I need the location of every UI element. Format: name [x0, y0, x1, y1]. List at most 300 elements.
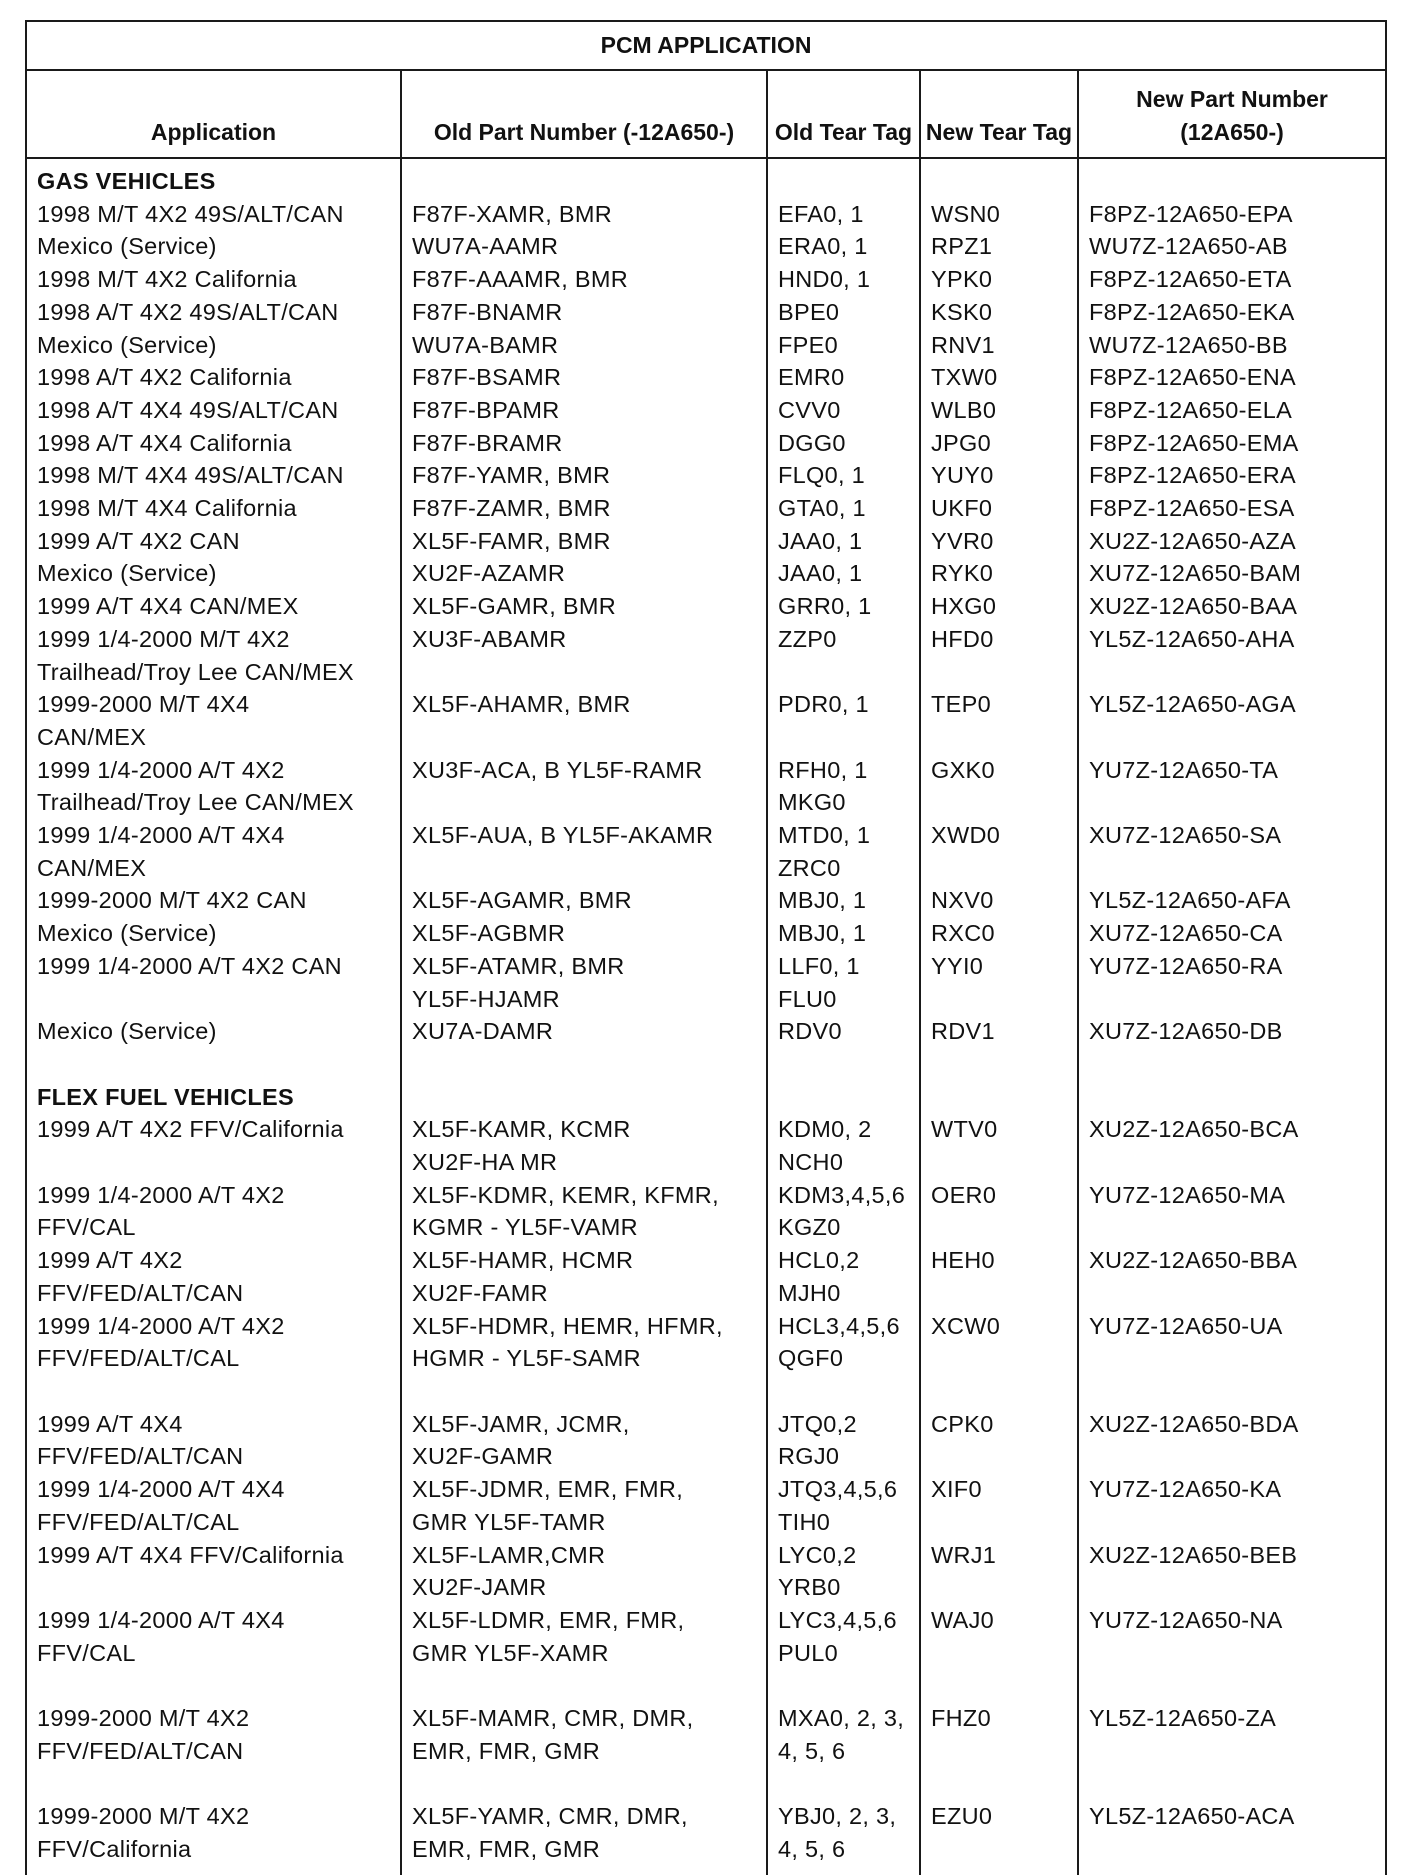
new-tear-tag-cell: YPK0: [920, 263, 1078, 296]
table-row: [26, 230, 1386, 263]
table-row: [26, 623, 1386, 656]
table-row: [26, 917, 1386, 950]
old-tear-tag-cell: TIH0: [767, 1506, 920, 1539]
old-tear-tag-cell: GRR0, 1: [767, 590, 920, 623]
application-cell: 1999-2000 M/T 4X4: [26, 688, 401, 721]
table-row: [26, 1702, 1386, 1735]
empty-cell: [920, 158, 1078, 198]
old-tear-tag-cell: MBJ0, 1: [767, 917, 920, 950]
old-part-number-cell: XU2F-GAMR: [401, 1440, 767, 1473]
column-header-new-tear-tag: New Tear Tag: [920, 70, 1078, 158]
empty-cell: [920, 1375, 1078, 1408]
table-row: [26, 1833, 1386, 1875]
new-part-number-cell: [1078, 1440, 1386, 1473]
new-part-number-cell: F8PZ-12A650-ETA: [1078, 263, 1386, 296]
old-part-number-cell: XL5F-FAMR, BMR: [401, 525, 767, 558]
old-tear-tag-cell: JTQ0,2: [767, 1408, 920, 1441]
new-part-number-cell: YU7Z-12A650-UA: [1078, 1310, 1386, 1343]
new-tear-tag-cell: [920, 983, 1078, 1016]
new-part-number-cell: XU7Z-12A650-DB: [1078, 1015, 1386, 1048]
application-cell: 1998 M/T 4X4 California: [26, 492, 401, 525]
table-row: [26, 688, 1386, 721]
application-cell: 1998 A/T 4X2 49S/ALT/CAN: [26, 296, 401, 329]
table-row: [26, 198, 1386, 231]
new-part-number-cell: YL5Z-12A650-ZA: [1078, 1702, 1386, 1735]
old-part-number-cell: GMR YL5F-TAMR: [401, 1506, 767, 1539]
new-tear-tag-cell: UKF0: [920, 492, 1078, 525]
table-row: [26, 852, 1386, 885]
new-part-number-cell: YL5Z-12A650-AHA: [1078, 623, 1386, 656]
empty-cell: [767, 1669, 920, 1702]
new-tear-tag-cell: [920, 1571, 1078, 1604]
old-tear-tag-cell: MJH0: [767, 1277, 920, 1310]
empty-cell: [1078, 1375, 1386, 1408]
application-cell: CAN/MEX: [26, 721, 401, 754]
old-part-number-cell: F87F-ZAMR, BMR: [401, 492, 767, 525]
old-tear-tag-cell: ZZP0: [767, 623, 920, 656]
old-part-number-cell: XL5F-LDMR, EMR, FMR,: [401, 1604, 767, 1637]
new-part-number-cell: YL5Z-12A650-AFA: [1078, 884, 1386, 917]
old-tear-tag-cell: JAA0, 1: [767, 525, 920, 558]
new-tear-tag-cell: [920, 1735, 1078, 1768]
old-part-number-cell: XU7A-DAMR: [401, 1015, 767, 1048]
application-cell: 1999 1/4-2000 A/T 4X4: [26, 1473, 401, 1506]
new-part-number-cell: [1078, 1342, 1386, 1375]
old-tear-tag-cell: ERA0, 1: [767, 230, 920, 263]
pcm-application-table: [25, 20, 1387, 1875]
application-cell: Mexico (Service): [26, 329, 401, 362]
new-part-number-cell: [1078, 1277, 1386, 1310]
table-row: [26, 656, 1386, 689]
old-part-number-cell: [401, 656, 767, 689]
old-tear-tag-cell: ZRC0: [767, 852, 920, 885]
new-part-number-cell: YL5Z-12A650-ACA: [1078, 1800, 1386, 1833]
new-part-number-cell: [1078, 1211, 1386, 1244]
new-tear-tag-cell: [920, 1277, 1078, 1310]
old-tear-tag-cell: CVV0: [767, 394, 920, 427]
table-row: [26, 950, 1386, 983]
new-tear-tag-cell: [920, 1146, 1078, 1179]
table-row: [26, 1277, 1386, 1310]
table-row: [26, 427, 1386, 460]
new-part-number-cell: XU2Z-12A650-BBA: [1078, 1244, 1386, 1277]
empty-cell: [1078, 1081, 1386, 1114]
new-tear-tag-cell: EZU0: [920, 1800, 1078, 1833]
old-part-number-cell: EMR, FMR, GMR: [401, 1735, 767, 1768]
old-part-number-cell: F87F-BNAMR: [401, 296, 767, 329]
table-row: [26, 296, 1386, 329]
application-cell: 1999-2000 M/T 4X2 CAN: [26, 884, 401, 917]
table-row: [26, 1015, 1386, 1048]
old-part-number-cell: XL5F-AGAMR, BMR: [401, 884, 767, 917]
application-cell: 1999-2000 M/T 4X2: [26, 1702, 401, 1735]
new-part-number-cell: [1078, 786, 1386, 819]
old-tear-tag-cell: BPE0: [767, 296, 920, 329]
application-cell: Mexico (Service): [26, 230, 401, 263]
empty-cell: [26, 1048, 401, 1081]
spacer-row: [26, 1048, 1386, 1081]
application-cell: 1999 A/T 4X2: [26, 1244, 401, 1277]
new-part-number-cell: YU7Z-12A650-RA: [1078, 950, 1386, 983]
old-tear-tag-cell: EMR0: [767, 361, 920, 394]
old-part-number-cell: XU2F-AZAMR: [401, 557, 767, 590]
column-header-old-tear-tag: Old Tear Tag: [767, 70, 920, 158]
old-tear-tag-cell: FPE0: [767, 329, 920, 362]
spacer-row: [26, 1375, 1386, 1408]
application-cell: 1999 1/4-2000 A/T 4X4: [26, 1604, 401, 1637]
table-row: [26, 1604, 1386, 1637]
old-part-number-cell: F87F-AAAMR, BMR: [401, 263, 767, 296]
old-tear-tag-cell: HCL3,4,5,6: [767, 1310, 920, 1343]
new-part-number-cell: F8PZ-12A650-ENA: [1078, 361, 1386, 394]
new-tear-tag-cell: CPK0: [920, 1408, 1078, 1441]
column-header-old-part-number: Old Part Number (-12A650-): [401, 70, 767, 158]
section-row: [26, 158, 1386, 198]
new-part-number-cell: XU7Z-12A650-BAM: [1078, 557, 1386, 590]
table-row: [26, 329, 1386, 362]
old-tear-tag-cell: PUL0: [767, 1637, 920, 1670]
new-tear-tag-cell: WTV0: [920, 1113, 1078, 1146]
new-tear-tag-cell: XCW0: [920, 1310, 1078, 1343]
empty-cell: [401, 1669, 767, 1702]
new-tear-tag-cell: RYK0: [920, 557, 1078, 590]
table-row: [26, 557, 1386, 590]
table-row: [26, 721, 1386, 754]
application-cell: [26, 983, 401, 1016]
table-row: [26, 1506, 1386, 1539]
table-row: [26, 1473, 1386, 1506]
application-cell: 1999 1/4-2000 A/T 4X2: [26, 1179, 401, 1212]
new-tear-tag-cell: WSN0: [920, 198, 1078, 231]
old-part-number-cell: XL5F-HDMR, HEMR, HFMR,: [401, 1310, 767, 1343]
old-part-number-cell: XU2F-HA MR: [401, 1146, 767, 1179]
application-cell: 1999 A/T 4X2 FFV/California: [26, 1113, 401, 1146]
table-row: [26, 1800, 1386, 1833]
application-cell: Trailhead/Troy Lee CAN/MEX: [26, 656, 401, 689]
old-tear-tag-cell: LLF0, 1: [767, 950, 920, 983]
new-tear-tag-cell: OER0: [920, 1179, 1078, 1212]
old-part-number-cell: XL5F-LAMR,CMR: [401, 1539, 767, 1572]
old-part-number-cell: F87F-XAMR, BMR: [401, 198, 767, 231]
application-cell: FFV/FED/ALT/CAN: [26, 1440, 401, 1473]
column-header-new-part-number: New Part Number (12A650-): [1078, 70, 1386, 158]
old-part-number-cell: XL5F-AUA, B YL5F-AKAMR: [401, 819, 767, 852]
new-tear-tag-cell: [920, 656, 1078, 689]
new-part-number-cell: [1078, 1571, 1386, 1604]
application-cell: 1999 1/4-2000 M/T 4X2: [26, 623, 401, 656]
old-tear-tag-cell: PDR0, 1: [767, 688, 920, 721]
empty-cell: [401, 1048, 767, 1081]
application-cell: FFV/California: [26, 1833, 401, 1875]
new-tear-tag-cell: [920, 1211, 1078, 1244]
application-cell: Trailhead/Troy Lee CAN/MEX: [26, 786, 401, 819]
table-row: [26, 1571, 1386, 1604]
old-part-number-cell: F87F-YAMR, BMR: [401, 459, 767, 492]
application-cell: 1999 A/T 4X2 CAN: [26, 525, 401, 558]
application-cell: 1998 M/T 4X2 California: [26, 263, 401, 296]
table-row: [26, 1735, 1386, 1768]
old-tear-tag-cell: MTD0, 1: [767, 819, 920, 852]
new-tear-tag-cell: WAJ0: [920, 1604, 1078, 1637]
new-tear-tag-cell: [920, 786, 1078, 819]
application-cell: FFV/CAL: [26, 1211, 401, 1244]
application-cell: Mexico (Service): [26, 917, 401, 950]
spacer-row: [26, 1669, 1386, 1702]
old-tear-tag-cell: [767, 656, 920, 689]
table-row: [26, 1440, 1386, 1473]
application-cell: Mexico (Service): [26, 557, 401, 590]
old-part-number-cell: WU7A-AAMR: [401, 230, 767, 263]
new-part-number-cell: F8PZ-12A650-EKA: [1078, 296, 1386, 329]
empty-cell: [767, 1081, 920, 1114]
new-tear-tag-cell: [920, 1833, 1078, 1875]
new-tear-tag-cell: YUY0: [920, 459, 1078, 492]
table-row: [26, 1211, 1386, 1244]
new-part-number-cell: [1078, 1506, 1386, 1539]
table-row: [26, 459, 1386, 492]
old-part-number-cell: XU2F-FAMR: [401, 1277, 767, 1310]
old-part-number-cell: YL5F-HJAMR: [401, 983, 767, 1016]
old-part-number-cell: F87F-BPAMR: [401, 394, 767, 427]
application-cell: 1999 1/4-2000 A/T 4X2 CAN: [26, 950, 401, 983]
application-cell: FFV/FED/ALT/CAL: [26, 1342, 401, 1375]
new-part-number-cell: YU7Z-12A650-KA: [1078, 1473, 1386, 1506]
new-part-number-cell: XU2Z-12A650-BAA: [1078, 590, 1386, 623]
new-tear-tag-cell: XWD0: [920, 819, 1078, 852]
old-tear-tag-cell: KDM0, 2: [767, 1113, 920, 1146]
old-tear-tag-cell: LYC3,4,5,6: [767, 1604, 920, 1637]
old-part-number-cell: EMR, FMR, GMR: [401, 1833, 767, 1875]
new-part-number-cell: F8PZ-12A650-ELA: [1078, 394, 1386, 427]
table-row: [26, 1146, 1386, 1179]
new-tear-tag-cell: [920, 1637, 1078, 1670]
old-part-number-cell: XL5F-ATAMR, BMR: [401, 950, 767, 983]
old-tear-tag-cell: MBJ0, 1: [767, 884, 920, 917]
new-part-number-cell: XU2Z-12A650-AZA: [1078, 525, 1386, 558]
old-tear-tag-cell: JAA0, 1: [767, 557, 920, 590]
application-cell: [26, 1571, 401, 1604]
old-part-number-cell: GMR YL5F-XAMR: [401, 1637, 767, 1670]
old-tear-tag-cell: HCL0,2: [767, 1244, 920, 1277]
new-tear-tag-cell: RNV1: [920, 329, 1078, 362]
old-part-number-cell: HGMR - YL5F-SAMR: [401, 1342, 767, 1375]
application-cell: 1999 A/T 4X4 CAN/MEX: [26, 590, 401, 623]
new-tear-tag-cell: KSK0: [920, 296, 1078, 329]
table-row: [26, 361, 1386, 394]
table-row: [26, 263, 1386, 296]
empty-cell: [26, 1375, 401, 1408]
table-body: [26, 158, 1386, 1875]
new-part-number-cell: XU2Z-12A650-BCA: [1078, 1113, 1386, 1146]
empty-cell: [920, 1767, 1078, 1800]
empty-cell: [767, 1767, 920, 1800]
new-tear-tag-cell: [920, 1506, 1078, 1539]
table-row: [26, 492, 1386, 525]
empty-cell: [26, 1767, 401, 1800]
table-row: [26, 590, 1386, 623]
new-tear-tag-cell: WLB0: [920, 394, 1078, 427]
table-row: [26, 786, 1386, 819]
old-tear-tag-cell: RDV0: [767, 1015, 920, 1048]
new-part-number-cell: YU7Z-12A650-NA: [1078, 1604, 1386, 1637]
new-tear-tag-cell: [920, 852, 1078, 885]
new-part-number-cell: [1078, 983, 1386, 1016]
empty-cell: [1078, 1048, 1386, 1081]
new-part-number-cell: XU2Z-12A650-BDA: [1078, 1408, 1386, 1441]
empty-cell: [1078, 1767, 1386, 1800]
empty-cell: [767, 1048, 920, 1081]
application-cell: 1999 1/4-2000 A/T 4X2: [26, 1310, 401, 1343]
application-cell: 1998 M/T 4X2 49S/ALT/CAN: [26, 198, 401, 231]
table-row: [26, 1179, 1386, 1212]
old-part-number-cell: [401, 852, 767, 885]
old-part-number-cell: XL5F-KAMR, KCMR: [401, 1113, 767, 1146]
empty-cell: [401, 158, 767, 198]
old-tear-tag-cell: 4, 5, 6: [767, 1735, 920, 1768]
old-tear-tag-cell: MKG0: [767, 786, 920, 819]
new-part-number-cell: [1078, 852, 1386, 885]
application-cell: 1999 A/T 4X4: [26, 1408, 401, 1441]
old-tear-tag-cell: LYC0,2: [767, 1539, 920, 1572]
new-tear-tag-cell: [920, 721, 1078, 754]
old-part-number-cell: XL5F-GAMR, BMR: [401, 590, 767, 623]
new-tear-tag-cell: TXW0: [920, 361, 1078, 394]
old-part-number-cell: XL5F-JAMR, JCMR,: [401, 1408, 767, 1441]
old-tear-tag-cell: [767, 721, 920, 754]
old-part-number-cell: XL5F-AHAMR, BMR: [401, 688, 767, 721]
new-tear-tag-cell: [920, 1342, 1078, 1375]
old-tear-tag-cell: KGZ0: [767, 1211, 920, 1244]
old-tear-tag-cell: NCH0: [767, 1146, 920, 1179]
new-tear-tag-cell: NXV0: [920, 884, 1078, 917]
old-part-number-cell: [401, 786, 767, 819]
new-tear-tag-cell: HFD0: [920, 623, 1078, 656]
empty-cell: [920, 1081, 1078, 1114]
table-title: PCM APPLICATION: [26, 21, 1386, 70]
new-part-number-cell: F8PZ-12A650-EMA: [1078, 427, 1386, 460]
new-part-number-cell: [1078, 1637, 1386, 1670]
new-part-number-cell: WU7Z-12A650-AB: [1078, 230, 1386, 263]
new-part-number-cell: [1078, 1833, 1386, 1875]
old-part-number-cell: XL5F-AGBMR: [401, 917, 767, 950]
table-row: [26, 1539, 1386, 1572]
section-row: [26, 1081, 1386, 1114]
old-part-number-cell: XU3F-ABAMR: [401, 623, 767, 656]
old-tear-tag-cell: FLU0: [767, 983, 920, 1016]
application-cell: Mexico (Service): [26, 1015, 401, 1048]
new-part-number-cell: YU7Z-12A650-TA: [1078, 754, 1386, 787]
old-part-number-cell: KGMR - YL5F-VAMR: [401, 1211, 767, 1244]
new-part-number-cell: YL5Z-12A650-AGA: [1078, 688, 1386, 721]
table-row: [26, 819, 1386, 852]
new-part-number-cell: [1078, 1146, 1386, 1179]
empty-cell: [767, 158, 920, 198]
table-row: [26, 1310, 1386, 1343]
new-tear-tag-cell: JPG0: [920, 427, 1078, 460]
empty-cell: [1078, 1669, 1386, 1702]
application-cell: FFV/CAL: [26, 1637, 401, 1670]
old-part-number-cell: XL5F-YAMR, CMR, DMR,: [401, 1800, 767, 1833]
empty-cell: [1078, 158, 1386, 198]
old-part-number-cell: XL5F-HAMR, HCMR: [401, 1244, 767, 1277]
new-tear-tag-cell: GXK0: [920, 754, 1078, 787]
old-part-number-cell: XL5F-KDMR, KEMR, KFMR,: [401, 1179, 767, 1212]
empty-cell: [920, 1048, 1078, 1081]
application-cell: 1998 A/T 4X4 49S/ALT/CAN: [26, 394, 401, 427]
column-header-application: Application: [26, 70, 401, 158]
new-part-number-cell: YU7Z-12A650-MA: [1078, 1179, 1386, 1212]
new-part-number-cell: WU7Z-12A650-BB: [1078, 329, 1386, 362]
old-part-number-cell: F87F-BSAMR: [401, 361, 767, 394]
application-cell: 1998 M/T 4X4 49S/ALT/CAN: [26, 459, 401, 492]
application-cell: FFV/FED/ALT/CAN: [26, 1277, 401, 1310]
empty-cell: [767, 1375, 920, 1408]
application-cell: 1999 1/4-2000 A/T 4X2: [26, 754, 401, 787]
table-row: [26, 1408, 1386, 1441]
new-tear-tag-cell: YYI0: [920, 950, 1078, 983]
table-row: [26, 1342, 1386, 1375]
spacer-row: [26, 1767, 1386, 1800]
new-tear-tag-cell: HEH0: [920, 1244, 1078, 1277]
old-tear-tag-cell: GTA0, 1: [767, 492, 920, 525]
new-tear-tag-cell: RPZ1: [920, 230, 1078, 263]
application-cell: FFV/FED/ALT/CAL: [26, 1506, 401, 1539]
application-cell: 1999 A/T 4X4 FFV/California: [26, 1539, 401, 1572]
application-cell: 1999-2000 M/T 4X2: [26, 1800, 401, 1833]
old-tear-tag-cell: RFH0, 1: [767, 754, 920, 787]
table-row: [26, 394, 1386, 427]
old-tear-tag-cell: DGG0: [767, 427, 920, 460]
old-tear-tag-cell: MXA0, 2, 3,: [767, 1702, 920, 1735]
new-tear-tag-cell: HXG0: [920, 590, 1078, 623]
empty-cell: [401, 1767, 767, 1800]
new-part-number-cell: F8PZ-12A650-EPA: [1078, 198, 1386, 231]
old-part-number-cell: F87F-BRAMR: [401, 427, 767, 460]
old-tear-tag-cell: YRB0: [767, 1571, 920, 1604]
old-part-number-cell: XL5F-JDMR, EMR, FMR,: [401, 1473, 767, 1506]
new-tear-tag-cell: FHZ0: [920, 1702, 1078, 1735]
application-cell: FFV/FED/ALT/CAN: [26, 1735, 401, 1768]
application-cell: CAN/MEX: [26, 852, 401, 885]
application-cell: [26, 1146, 401, 1179]
table-row: [26, 983, 1386, 1016]
section-heading: GAS VEHICLES: [26, 158, 401, 198]
old-tear-tag-cell: YBJ0, 2, 3,: [767, 1800, 920, 1833]
application-cell: 1998 A/T 4X2 California: [26, 361, 401, 394]
old-tear-tag-cell: EFA0, 1: [767, 198, 920, 231]
old-part-number-cell: XU3F-ACA, B YL5F-RAMR: [401, 754, 767, 787]
old-part-number-cell: WU7A-BAMR: [401, 329, 767, 362]
table-row: [26, 1244, 1386, 1277]
empty-cell: [401, 1081, 767, 1114]
new-tear-tag-cell: TEP0: [920, 688, 1078, 721]
new-tear-tag-cell: RDV1: [920, 1015, 1078, 1048]
table-row: [26, 1113, 1386, 1146]
application-cell: 1999 1/4-2000 A/T 4X4: [26, 819, 401, 852]
table-row: [26, 884, 1386, 917]
empty-cell: [920, 1669, 1078, 1702]
old-tear-tag-cell: QGF0: [767, 1342, 920, 1375]
empty-cell: [26, 1669, 401, 1702]
old-part-number-cell: XL5F-MAMR, CMR, DMR,: [401, 1702, 767, 1735]
new-part-number-cell: F8PZ-12A650-ESA: [1078, 492, 1386, 525]
old-tear-tag-cell: KDM3,4,5,6: [767, 1179, 920, 1212]
table-row: [26, 525, 1386, 558]
old-tear-tag-cell: FLQ0, 1: [767, 459, 920, 492]
new-tear-tag-cell: XIF0: [920, 1473, 1078, 1506]
new-tear-tag-cell: RXC0: [920, 917, 1078, 950]
new-part-number-cell: XU7Z-12A650-SA: [1078, 819, 1386, 852]
